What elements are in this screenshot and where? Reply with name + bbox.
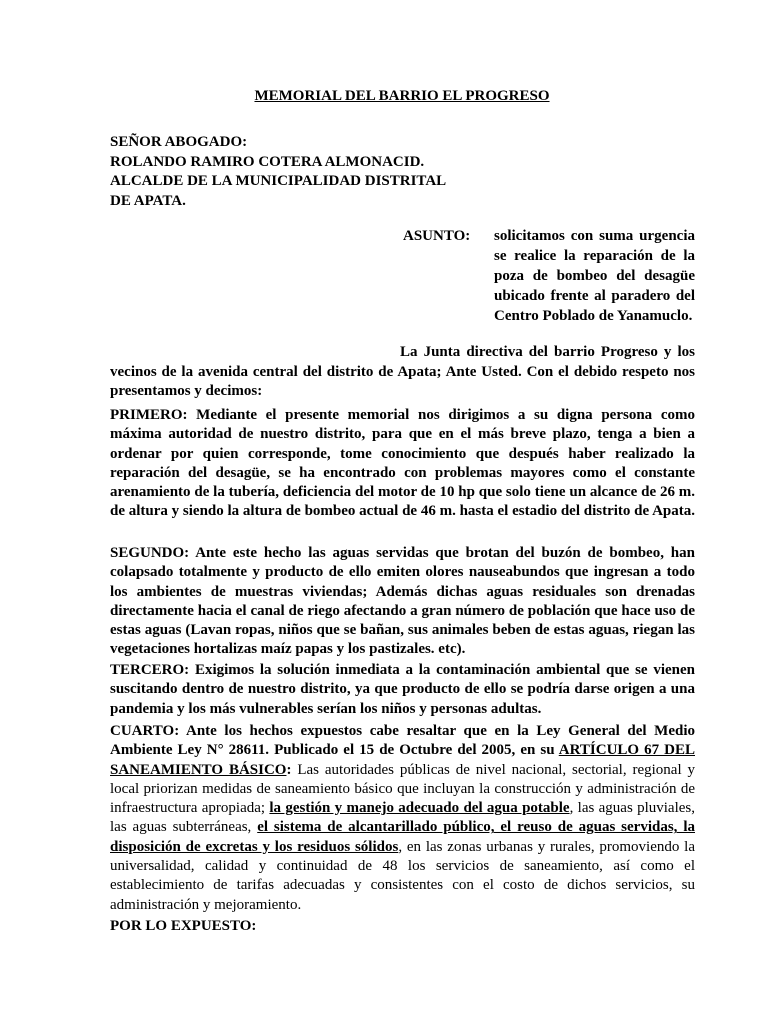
- paragraph-segundo: [110, 544, 695, 660]
- document-title: MEMORIAL DEL BARRIO EL PROGRESO: [254, 88, 550, 104]
- paragraph-text: Mediante el presente memorial nos dirigimos a su digna persona como máxima autoridad de nuestro distrito, para que en el más breve plazo, tenga a bien a ordenar por quien corresponde, tome conocimiento que después haber realizado la reparación del desagüe, se ha encontrado con problemas mayores como el constante arenamiento de la tubería, deficiencia del motor de 10 hp que solo tiene un alcance de 26 m. de altura y siendo la altura de bombeo actual de 46 m. hasta el estadio del distrito de Apata.: [110, 407, 696, 520]
- paragraph-text: Las autoridades públicas de nivel nacional, sectorial, regional y local priorizan medidas de saneamiento básico que incluyan la construcción y administración de infraestructura apropiada;: [110, 761, 695, 817]
- emphasis-text: el sistema de alcantarillado público, el reuso de aguas servidas, la disposición de excretas y los residuos sólidos: [110, 819, 695, 855]
- paragraph-label: TERCERO:: [110, 662, 190, 678]
- emphasis-text: la gestión y manejo adecuado del agua potable: [269, 800, 570, 817]
- addressee-block: [110, 133, 700, 211]
- subject-text: solicitamos con suma urgencia se realice la reparación de la poza de bombeo del desagüe ubicado frente al paradero del Centro Poblado de Yanamuclo.: [494, 228, 695, 324]
- addressee-line: DE APATA.: [110, 192, 186, 209]
- paragraph-text: Exigimos la solución inmediata a la contaminación ambiental que se vienen suscitando dentro de nuestro distrito, ya que producto de ello se podría darse origen a una pandemia y los más vulnerables serían los niños y personas adultas.: [110, 662, 695, 717]
- intro-text: La Junta directiva del barrio Progreso y los vecinos de la avenida central del distrito de Apata; Ante Usted. Con el debido respeto nos presentamos y decimos:: [110, 344, 695, 399]
- paragraph-label: SEGUNDO:: [110, 545, 190, 561]
- paragraph-text: , las aguas pluviales, las aguas subterráneas,: [110, 800, 695, 836]
- paragraph-cuarto: [110, 722, 695, 915]
- addressee-line: ALCALDE DE LA MUNICIPALIDAD DISTRITAL: [110, 173, 447, 189]
- addressee-line: SEÑOR ABOGADO:: [110, 134, 248, 150]
- paragraph-label: PRIMERO:: [110, 407, 188, 423]
- article-colon: :: [286, 761, 292, 778]
- paragraph-primero: [110, 406, 695, 522]
- paragraph-text: Ante este hecho las aguas servidas que brotan del buzón de bombeo, han colapsado totalmente y producto de ello emiten olores nauseabundos que ingresan a todo los ambientes de muestras viviendas; Además dichas aguas residuales son drenadas directamente hacia el canal de riego afectando a gran número de población que hace uso de estas aguas (Lavan ropas, niños que se bañan, sus animales beben de estas aguas, riegan las vegetaciones hortalizas maíz papas y los pastizales. etc).: [110, 545, 695, 658]
- paragraph-label: CUARTO:: [110, 723, 180, 739]
- paragraph-tercero: [110, 661, 695, 719]
- paragraph-lead: Ante los hechos expuestos cabe resaltar que en la Ley General del Medio Ambiente Ley N° 28611. Publicado el 15 de Octubre del 2005, en su: [110, 723, 695, 759]
- article-reference: ARTÍCULO 67 DEL SANEAMIENTO BÁSICO: [110, 742, 695, 778]
- closing-heading: POR LO EXPUESTO:: [110, 918, 257, 934]
- addressee-line: ROLANDO RAMIRO COTERA ALMONACID.: [110, 153, 425, 170]
- intro-paragraph: [110, 343, 695, 402]
- paragraph-text: , en las zonas urbanas y rurales, promoviendo la universalidad, calidad y continuidad de 48 los servicios de saneamiento, así como el establecimiento de tarifas adecuadas y consistentes con el costo de dichos servicios, su administración y mejoramiento.: [110, 838, 695, 913]
- subject-label: ASUNTO:: [403, 228, 471, 244]
